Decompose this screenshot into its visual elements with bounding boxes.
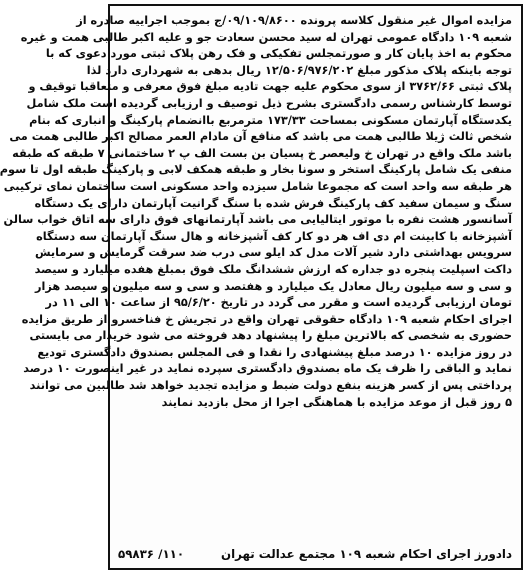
notice-line: شخص ثالث ژیلا طالبی همت می باشد که منافع آن مادام العمر مصالح اکبر طالبی همت می [9,130,512,144]
notice-line: محکوم به اخذ پایان کار و صورتمجلس تفکیکی و فک رهن پلاک ثبتی مورد دعوی که با [45,47,512,61]
notice-line: توجه باینکه پلاک مذکور مبلغ ۱۲/۵۰۶/۹۷۶/۲۰۲ ریال بدهی به شهرداری دارد لذا [86,63,512,77]
notice-line: توسط کارشناس رسمی دادگستری بشرح ذیل توصیف و ارزیابی گردیده است ملک شامل [26,96,512,110]
notice-line: نماید و الباقی را ظرف یک ماه بصندوق دادگستری سپرده نماید در غیر اینصورت ۱۰ درصد [23,362,512,376]
notice-line: پلاک ثبتی ۳۷۶۲/۶۶ از سوی محکوم علیه جهت تادیه مبلغ فوق معرفی و متعاقبا توقیف و [28,80,512,94]
notice-line: و سی و سه میلیون ریال معادل یک میلیارد و هفتصد و سی و سه میلیون و سیصد هزار [34,279,512,293]
legal-notice-frame [0,4,523,570]
notice-line: اجرای احکام شعبه ۱۰۹ دادگاه حقوقی تهران واقع در تجریش خ فناخسرو از طریق مزایده [21,312,512,326]
notice-line: باشد ملک واقع در تهران خ ولیعصر خ پسیان بن بست الف پ ۲ ساختمانی ۷ طبقه که طبقه [12,146,512,160]
notice-line: آسانسور هشت نفره با موتور ایتالیایی می باشد آپارتمانهای فوق دارای سه اتاق خواب سالن [3,213,512,227]
notice-line: داکت اسپلیت پنجره دو جداره که ارزش ششدانگ ملک فوق بمبلغ هفده میلیارد و سیصد [34,262,512,276]
notice-line: در روز مزایده ۱۰ درصد مبلغ پیشنهادی را نقدا و فی المجلس بصندوق دادگستری تودیع [37,345,512,359]
notice-number: ۱۱۰/ ۵۹۸۳۶ [118,546,185,561]
notice-line: سنگ و سیمان سفید کف پارکینگ فرش شده با سنگ گرانیت آپارتمان دارای یک دستگاه [34,196,512,210]
notice-line: ۵ روز قبل از موعد مزایده با هماهنگی اجرا از محل بازدید نمایند [161,395,512,409]
notice-line: شعبه ۱۰۹ دادگاه عمومی تهران له سید محسن سعادت جو و علیه اکبر طالبی همت و غیره [20,30,512,44]
notice-line: یکدستگاه آپارتمان مسکونی بمساحت ۱۷۳/۳۳ مترمربع باانضمام پارکینگ و انباری که بنام [29,113,512,127]
notice-line: آشپزخانه با کابینت ام دی اف هر دو کار کف آشپزخانه و هال سنگ آپارتمان سه دستگاه [36,229,512,243]
notice-line: مزایده اموال غیر منقول کلاسه پرونده ۰۹/۱۰۹/۸۶۰۰/ج بموجب اجراییه صادره از [76,14,512,27]
notice-line: حضوری به شخصی که بالاترین مبلغ را پیشنهاد دهد فروخته می شود خریدار می بایستی [29,329,512,343]
notice-body [0,13,512,411]
notice-line: منفی یک شامل پارکینگ استخر و سونا بخار و طبقه همکف لابی و پارکینگ طبقه اول تا سوم [0,163,512,177]
notice-line: پرداختی پس از کسر هزینه بنفع دولت ضبط و مزایده تجدید خواهد شد طالبین می توانند [29,379,512,393]
notice-line: سرویس بهداشتی دارد شیر آلات مدل کد ایلو سی درب ضد سرقت گرمایش و سرمایش [34,246,512,260]
notice-line: هر طبقه سه واحد است که مجموعا شامل سیزده واحد مسکونی است ساختمان نمای ترکیبی [3,179,512,193]
issuer-signature: دادورز اجرای احکام شعبه ۱۰۹ مجتمع عدالت تهران [221,546,512,561]
signature-row [118,545,512,562]
notice-line: تومان ارزیابی گردیده است و مقرر می گردد در تاریخ ۹۵/۶/۲۰ از ساعت ۱۰ الی ۱۱ در [45,296,512,310]
